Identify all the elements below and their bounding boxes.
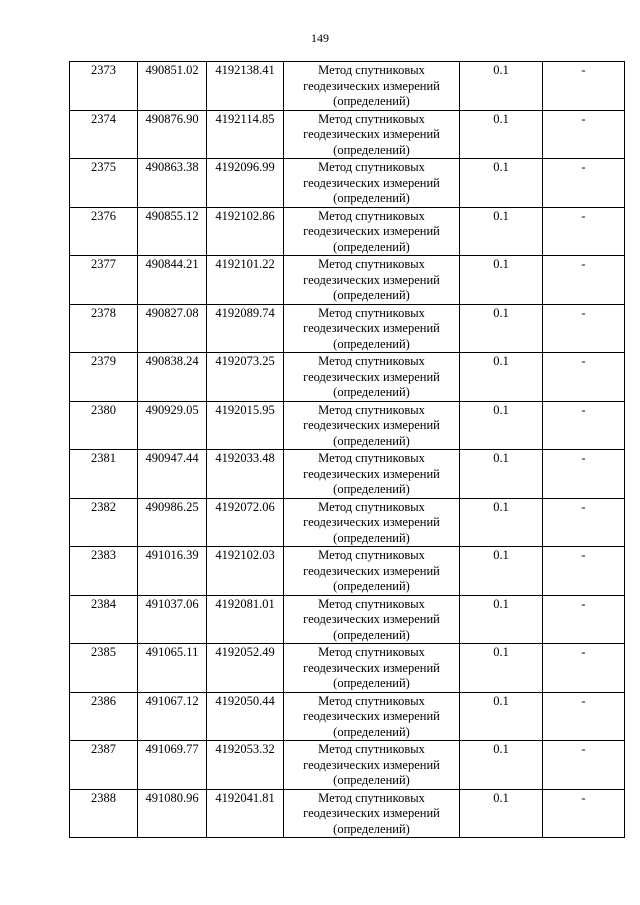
method-cell	[284, 401, 460, 450]
extra-cell	[543, 498, 625, 547]
x-coordinate-cell-text: 491080.96	[145, 790, 199, 805]
point-number-cell	[70, 256, 138, 305]
method-cell	[284, 353, 460, 402]
table-row	[70, 789, 625, 838]
point-number-cell	[70, 304, 138, 353]
point-number-cell-text: 2382	[91, 499, 116, 514]
point-number-cell	[70, 498, 138, 547]
x-coordinate-cell-text: 490851.02	[145, 63, 199, 77]
extra-cell	[543, 207, 625, 256]
x-coordinate-cell	[138, 450, 207, 499]
table-row	[70, 547, 625, 596]
x-coordinate-cell	[138, 62, 207, 111]
extra-cell-text: -	[581, 160, 586, 174]
point-number-cell-text: 2379	[91, 354, 116, 368]
accuracy-cell	[460, 62, 543, 111]
extra-cell-text: -	[581, 596, 586, 611]
accuracy-cell	[460, 741, 543, 790]
x-coordinate-cell-text: 491037.06	[145, 596, 199, 611]
y-coordinate-cell-text: 4192041.81	[215, 790, 275, 805]
method-cell-text: Метод спутниковых геодезических измерений (определений)	[303, 111, 440, 157]
y-coordinate-cell-text: 4192114.85	[215, 111, 275, 126]
y-coordinate-cell-text: 4192015.95	[215, 402, 275, 417]
point-number-cell-text: 2383	[91, 548, 116, 562]
x-coordinate-cell	[138, 789, 207, 838]
extra-cell-text: -	[581, 354, 586, 368]
x-coordinate-cell-text: 491067.12	[145, 693, 199, 708]
accuracy-cell-text: 0.1	[493, 499, 509, 514]
x-coordinate-cell	[138, 353, 207, 402]
point-number-cell	[70, 644, 138, 693]
point-number-cell	[70, 547, 138, 596]
method-cell	[284, 498, 460, 547]
method-cell	[284, 159, 460, 208]
point-number-cell-text: 2384	[91, 596, 116, 611]
extra-cell	[543, 353, 625, 402]
method-cell-text: Метод спутниковых геодезических измерений (определений)	[303, 742, 440, 787]
point-number-cell-text: 2376	[91, 208, 116, 223]
y-coordinate-cell	[207, 110, 284, 159]
point-number-cell-text: 2373	[91, 63, 116, 77]
x-coordinate-cell-text: 490838.24	[145, 354, 199, 368]
point-number-cell	[70, 110, 138, 159]
point-number-cell-text: 2388	[91, 790, 116, 805]
accuracy-cell	[460, 547, 543, 596]
point-number-cell	[70, 741, 138, 790]
y-coordinate-cell	[207, 207, 284, 256]
method-cell	[284, 692, 460, 741]
y-coordinate-cell	[207, 62, 284, 111]
point-number-cell-text: 2387	[91, 742, 116, 756]
y-coordinate-cell-text: 4192052.49	[215, 645, 275, 659]
accuracy-cell-text: 0.1	[493, 111, 509, 126]
extra-cell	[543, 644, 625, 693]
extra-cell-text: -	[581, 645, 586, 659]
y-coordinate-cell	[207, 644, 284, 693]
table-row	[70, 692, 625, 741]
x-coordinate-cell-text: 490929.05	[145, 402, 199, 417]
y-coordinate-cell	[207, 304, 284, 353]
y-coordinate-cell-text: 4192033.48	[215, 451, 275, 465]
method-cell-text: Метод спутниковых геодезических измерений (определений)	[303, 645, 440, 690]
method-cell	[284, 547, 460, 596]
page-number: 149	[311, 31, 329, 45]
accuracy-cell	[460, 450, 543, 499]
y-coordinate-cell-text: 4192102.03	[215, 548, 275, 562]
point-number-cell-text: 2377	[91, 257, 116, 271]
y-coordinate-cell	[207, 741, 284, 790]
point-number-cell	[70, 692, 138, 741]
accuracy-cell-text: 0.1	[493, 645, 509, 659]
accuracy-cell-text: 0.1	[493, 160, 509, 174]
x-coordinate-cell	[138, 692, 207, 741]
method-cell-text: Метод спутниковых геодезических измерений (определений)	[303, 63, 440, 108]
accuracy-cell	[460, 159, 543, 208]
method-cell	[284, 304, 460, 353]
accuracy-cell	[460, 692, 543, 741]
table-body	[70, 62, 625, 838]
table-row	[70, 644, 625, 693]
x-coordinate-cell	[138, 547, 207, 596]
extra-cell-text: -	[581, 742, 586, 756]
extra-cell	[543, 159, 625, 208]
point-number-cell	[70, 595, 138, 644]
accuracy-cell-text: 0.1	[493, 693, 509, 708]
method-cell-text: Метод спутниковых геодезических измерений (определений)	[303, 451, 440, 496]
x-coordinate-cell	[138, 207, 207, 256]
extra-cell	[543, 547, 625, 596]
table-row	[70, 256, 625, 305]
x-coordinate-cell-text: 490986.25	[145, 499, 199, 514]
method-cell	[284, 789, 460, 838]
extra-cell-text: -	[581, 208, 586, 223]
table-row	[70, 159, 625, 208]
accuracy-cell-text: 0.1	[493, 208, 509, 223]
method-cell	[284, 644, 460, 693]
method-cell-text: Метод спутниковых геодезических измерений (определений)	[303, 208, 440, 254]
extra-cell	[543, 62, 625, 111]
method-cell-text: Метод спутниковых геодезических измерений (определений)	[303, 402, 440, 448]
y-coordinate-cell-text: 4192101.22	[215, 257, 275, 271]
extra-cell	[543, 304, 625, 353]
method-cell-text: Метод спутниковых геодезических измерений (определений)	[303, 548, 440, 593]
extra-cell-text: -	[581, 257, 586, 271]
extra-cell-text: -	[581, 790, 586, 805]
method-cell-text: Метод спутниковых геодезических измерений (определений)	[303, 693, 440, 739]
extra-cell	[543, 692, 625, 741]
x-coordinate-cell-text: 490844.21	[145, 257, 199, 271]
extra-cell-text: -	[581, 111, 586, 126]
y-coordinate-cell	[207, 692, 284, 741]
y-coordinate-cell-text: 4192081.01	[215, 596, 275, 611]
accuracy-cell	[460, 498, 543, 547]
y-coordinate-cell-text: 4192073.25	[215, 354, 275, 368]
table-row	[70, 62, 625, 111]
method-cell	[284, 595, 460, 644]
table-row	[70, 353, 625, 402]
y-coordinate-cell	[207, 353, 284, 402]
method-cell-text: Метод спутниковых геодезических измерений (определений)	[303, 499, 440, 545]
accuracy-cell-text: 0.1	[493, 451, 509, 465]
point-number-cell	[70, 789, 138, 838]
point-number-cell-text: 2374	[91, 111, 116, 126]
y-coordinate-cell-text: 4192096.99	[215, 160, 275, 174]
accuracy-cell-text: 0.1	[493, 305, 509, 320]
y-coordinate-cell-text: 4192053.32	[215, 742, 275, 756]
y-coordinate-cell-text: 4192138.41	[215, 63, 275, 77]
accuracy-cell	[460, 595, 543, 644]
x-coordinate-cell-text: 490863.38	[145, 160, 199, 174]
point-number-cell	[70, 207, 138, 256]
accuracy-cell-text: 0.1	[493, 548, 509, 562]
table-row	[70, 450, 625, 499]
accuracy-cell-text: 0.1	[493, 790, 509, 805]
point-number-cell-text: 2378	[91, 305, 116, 320]
y-coordinate-cell	[207, 789, 284, 838]
x-coordinate-cell-text: 491065.11	[145, 645, 199, 659]
y-coordinate-cell	[207, 595, 284, 644]
extra-cell	[543, 450, 625, 499]
table-row	[70, 498, 625, 547]
y-coordinate-cell	[207, 256, 284, 305]
extra-cell-text: -	[581, 499, 586, 514]
coordinates-table	[69, 61, 625, 838]
extra-cell-text: -	[581, 402, 586, 417]
method-cell-text: Метод спутниковых геодезических измерений (определений)	[303, 305, 440, 351]
method-cell	[284, 450, 460, 499]
x-coordinate-cell-text: 491016.39	[145, 548, 199, 562]
point-number-cell	[70, 159, 138, 208]
point-number-cell-text: 2375	[91, 160, 116, 174]
accuracy-cell	[460, 644, 543, 693]
x-coordinate-cell-text: 490827.08	[145, 305, 199, 320]
point-number-cell	[70, 401, 138, 450]
method-cell-text: Метод спутниковых геодезических измерений (определений)	[303, 790, 440, 836]
x-coordinate-cell-text: 490947.44	[145, 451, 199, 465]
point-number-cell-text: 2385	[91, 645, 116, 659]
method-cell	[284, 110, 460, 159]
method-cell	[284, 207, 460, 256]
table-row	[70, 741, 625, 790]
accuracy-cell	[460, 353, 543, 402]
method-cell	[284, 256, 460, 305]
method-cell-text: Метод спутниковых геодезических измерений (определений)	[303, 596, 440, 642]
method-cell	[284, 741, 460, 790]
y-coordinate-cell-text: 4192050.44	[215, 693, 275, 708]
x-coordinate-cell	[138, 595, 207, 644]
point-number-cell	[70, 62, 138, 111]
method-cell-text: Метод спутниковых геодезических измерений (определений)	[303, 257, 440, 302]
extra-cell-text: -	[581, 548, 586, 562]
accuracy-cell-text: 0.1	[493, 354, 509, 368]
point-number-cell-text: 2380	[91, 402, 116, 417]
y-coordinate-cell-text: 4192072.06	[215, 499, 275, 514]
x-coordinate-cell-text: 490876.90	[145, 111, 199, 126]
x-coordinate-cell	[138, 644, 207, 693]
accuracy-cell-text: 0.1	[493, 257, 509, 271]
x-coordinate-cell	[138, 256, 207, 305]
x-coordinate-cell	[138, 159, 207, 208]
accuracy-cell	[460, 207, 543, 256]
x-coordinate-cell	[138, 741, 207, 790]
extra-cell-text: -	[581, 63, 586, 77]
accuracy-cell-text: 0.1	[493, 596, 509, 611]
accuracy-cell	[460, 401, 543, 450]
point-number-cell-text: 2386	[91, 693, 116, 708]
accuracy-cell	[460, 789, 543, 838]
accuracy-cell	[460, 304, 543, 353]
accuracy-cell-text: 0.1	[493, 402, 509, 417]
extra-cell	[543, 110, 625, 159]
point-number-cell	[70, 353, 138, 402]
x-coordinate-cell	[138, 401, 207, 450]
y-coordinate-cell	[207, 159, 284, 208]
x-coordinate-cell	[138, 304, 207, 353]
point-number-cell-text: 2381	[91, 451, 116, 465]
y-coordinate-cell	[207, 450, 284, 499]
extra-cell-text: -	[581, 693, 586, 708]
point-number-cell	[70, 450, 138, 499]
method-cell-text: Метод спутниковых геодезических измерений (определений)	[303, 160, 440, 205]
table-row	[70, 401, 625, 450]
y-coordinate-cell-text: 4192089.74	[215, 305, 275, 320]
table-row	[70, 207, 625, 256]
x-coordinate-cell	[138, 498, 207, 547]
extra-cell-text: -	[581, 305, 586, 320]
extra-cell	[543, 595, 625, 644]
accuracy-cell	[460, 110, 543, 159]
method-cell	[284, 62, 460, 111]
x-coordinate-cell-text: 491069.77	[145, 742, 199, 756]
y-coordinate-cell	[207, 547, 284, 596]
y-coordinate-cell-text: 4192102.86	[215, 208, 275, 223]
extra-cell	[543, 741, 625, 790]
table-row	[70, 304, 625, 353]
extra-cell	[543, 256, 625, 305]
x-coordinate-cell-text: 490855.12	[145, 208, 199, 223]
accuracy-cell	[460, 256, 543, 305]
x-coordinate-cell	[138, 110, 207, 159]
extra-cell	[543, 401, 625, 450]
table-row	[70, 595, 625, 644]
extra-cell-text: -	[581, 451, 586, 465]
accuracy-cell-text: 0.1	[493, 742, 509, 756]
y-coordinate-cell	[207, 498, 284, 547]
y-coordinate-cell	[207, 401, 284, 450]
extra-cell	[543, 789, 625, 838]
method-cell-text: Метод спутниковых геодезических измерений (определений)	[303, 354, 440, 399]
accuracy-cell-text: 0.1	[493, 63, 509, 77]
table-row	[70, 110, 625, 159]
